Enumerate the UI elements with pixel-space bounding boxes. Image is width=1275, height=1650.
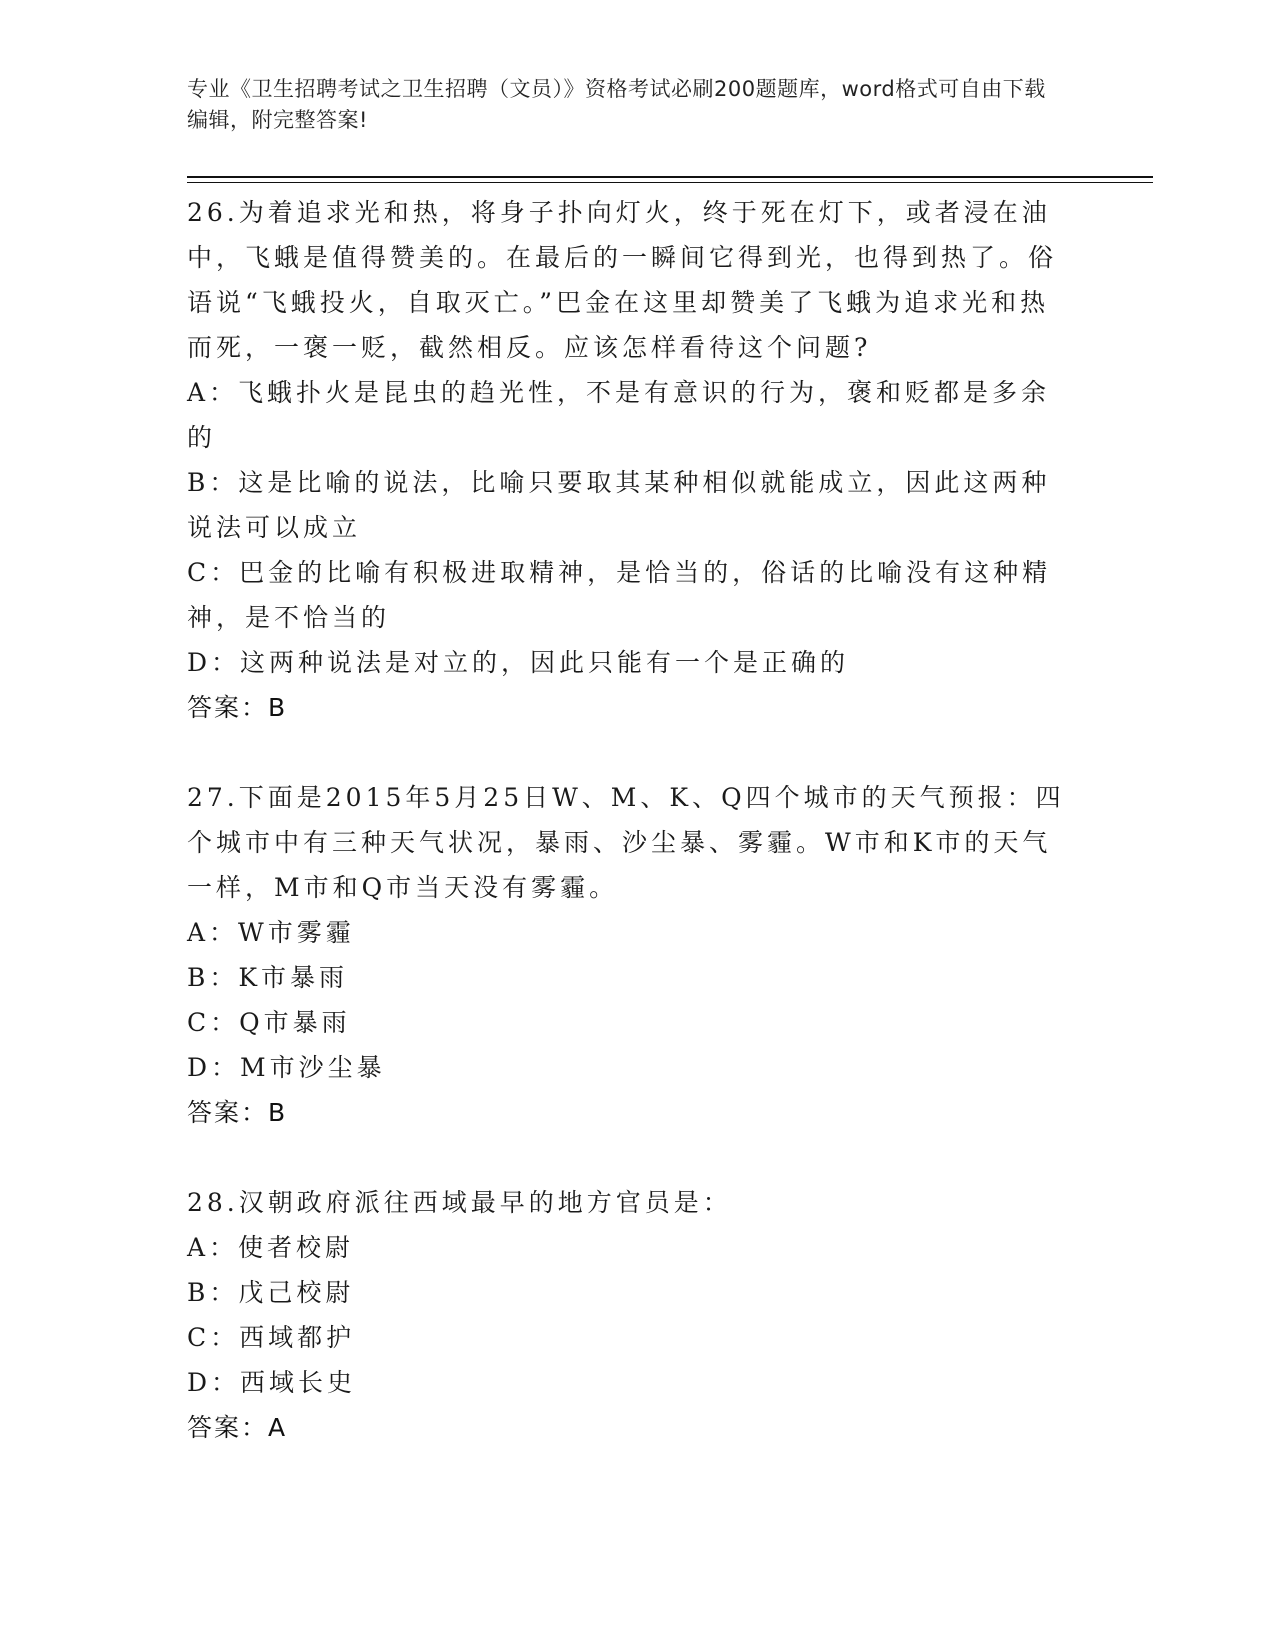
question-27: [187, 775, 1077, 1135]
document-header: 专业《卫生招聘考试之卫生招聘（文员）》资格考试必刷200题题库，word格式可自由下载编辑，附完整答案!: [187, 77, 1046, 132]
option-d: D：西域长史: [187, 1368, 357, 1397]
option-c: C：西域都护: [187, 1323, 356, 1352]
header-divider-thick: [187, 176, 1153, 178]
question-spacer: [187, 1135, 1077, 1180]
header-divider-thin: [187, 182, 1153, 183]
question-stem: 28.汉朝政府派往西域最早的地方官员是：: [187, 1188, 732, 1217]
question-26: [187, 190, 1077, 730]
answer-label: 答案：B: [187, 1098, 288, 1127]
answer-label: 答案：A: [187, 1413, 288, 1442]
answer-label: 答案：B: [187, 693, 288, 722]
option-b: B：K市暴雨: [187, 963, 349, 992]
option-a: A：飞蛾扑火是昆虫的趋光性，不是有意识的行为，褒和贬都是多余的: [187, 378, 1051, 452]
option-d: D：M市沙尘暴: [187, 1053, 386, 1082]
option-c: C：巴金的比喻有积极进取精神，是恰当的，俗话的比喻没有这种精神，是不恰当的: [187, 558, 1052, 632]
question-list: [187, 190, 1077, 1450]
question-28: [187, 1180, 1077, 1450]
option-b: B：这是比喻的说法，比喻只要取其某种相似就能成立，因此这两种说法可以成立: [187, 468, 1051, 542]
option-a: A：使者校尉: [187, 1233, 355, 1262]
question-stem: 27.下面是2015年5月25日W、M、K、Q四个城市的天气预报：四个城市中有三种天气状况，暴雨、沙尘暴、雾霾。W市和K市的天气一样，M市和Q市当天没有雾霾。: [187, 783, 1065, 902]
question-stem: 26.为着追求光和热，将身子扑向灯火，终于死在灯下，或者浸在油中，飞蛾是值得赞美的。在最后的一瞬间它得到光，也得到热了。俗语说“飞蛾投火，自取灭亡。”巴金在这里却赞美了飞蛾为追求光和热而死，一褒一贬，截然相反。应该怎样看待这个问题?: [187, 198, 1058, 362]
option-c: C：Q市暴雨: [187, 1008, 351, 1037]
question-spacer: [187, 730, 1077, 775]
option-a: A：W市雾霾: [187, 918, 355, 947]
option-d: D：这两种说法是对立的，因此只能有一个是正确的: [187, 648, 850, 677]
option-b: B：戊己校尉: [187, 1278, 355, 1307]
